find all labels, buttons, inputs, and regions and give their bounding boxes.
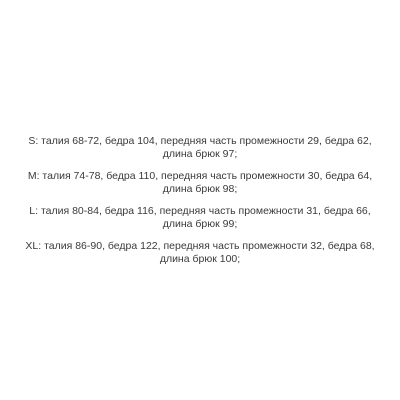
size-row-s: S: талия 68-72, бедра 104, передняя часть промежности 29, бедра 62, длина брюк 97; [28,135,372,160]
size-chart [0,135,400,275]
size-row-m: M: талия 74-78, бедра 110, передняя часть промежности 30, бедра 64, длина брюк 98; [27,170,373,195]
size-row-xl: XL: талия 86-90, бедра 122, передняя часть промежности 32, бедра 68, длина брюк 100; [25,240,375,265]
size-row-l: L: талия 80-84, бедра 116, передняя часть промежности 31, бедра 66, длина брюк 99; [29,205,371,230]
